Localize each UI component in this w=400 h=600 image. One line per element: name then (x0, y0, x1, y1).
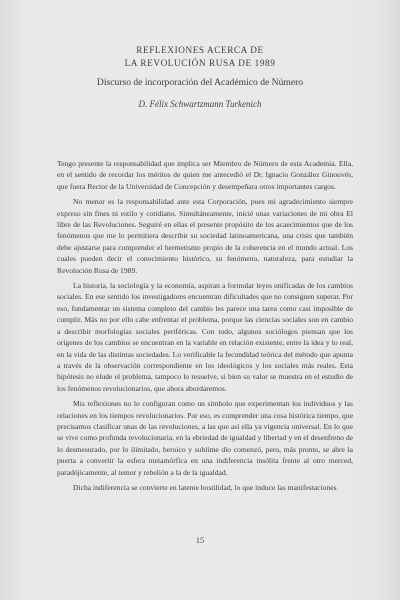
paragraph: Tengo presente la responsabilidad que implica ser Miembro de Número de esta Academia. Ella, en el sentido de recordar los méritos de quien me antecedió el Dr. Ignacio González Ginouvés, que fuera Rector de la Universidad de Concepción y desempeñara otros importantes cargos. (57, 159, 353, 191)
body-text (57, 158, 353, 497)
page-number: 15 (195, 536, 205, 545)
paragraph: No menor es la responsabilidad ante esta Corporación, pues mi agradecimiento siempre expreso sin fines ni estilo y cotidiano. Simultáneamente, inicié unas variaciones de mi obra El libre de las Revoluciones. Seguiré en ellas el presente propósito de los acaecimientos que de los fenómenos que me lo permitiera describir su sociedad latinoamericana, una crisis que también debe ajustarse para comprender el hermetismo propio de la coherencia en el mundo actual. Los cuales pueden decir el conocimiento histórico, su fenómeno, naturaleza, para estudiar la Revolución Rusa de 1989. (57, 197, 353, 275)
title-line-2: LA REVOLUCIÓN RUSA DE 1989 (124, 58, 276, 68)
document-header (0, 44, 400, 110)
paragraph: Dicha indiferencia se convierte en latente hostilidad, lo que induce las manifestaciones (73, 482, 337, 492)
author-name: D. Félix Schwartzmann Turkenich (138, 99, 262, 109)
title-line-1: REFLEXIONES ACERCA DE (136, 45, 264, 55)
subtitle: Discurso de incorporación del Académico de Número (96, 77, 304, 88)
paragraph: La historia, la sociología y la economía, aspiran a formular leyes unificadas de los cambios sociales. En ese sentido los investigadores encuentran dificultades que no consiguen superar. Por eso, fundamentar un sistema completo del cambio les parece una tarea como casi imposible de cumplir. Más no por ello cabe enfrentar el problema, porque las ciencias sociales son en cambio a describir morfologías sociales periféricas. Con todo, algunos sociólogos piensan que los orígenes de los cambios se encuentran en la variable en relación existente, entre la idea y lo real, en la vida de las distintas sociedades. Lo verificable la fecundidad teórica del método que apunta a través de la observación correspondiente en los ideológicos y los sociales más reales. Esta hipótesis no elude el problema, tampoco lo resuelve, si bien su valor se muestra en el estudio de los fenómenos revolucionarios, que ahora abordaremos. (57, 281, 353, 393)
paragraph: Mis reflexiones no lo configuran como un símbolo que experimentan los individuos y las relaciones en los tiempos revolucionarios. Por eso, es comprender una cosa histórica tiempo, que precisamos clasificar unas de las revoluciones, a las que así ella ya vigencia universal. En lo que se vive como profunda revolucionaria, en la ebriedad de igualdad y libertad y en el desenfreno de lo desmesurado, por lo ilimitado, heroico y sublime dio comenzó, pero, más pronto, se abre la puerta a convertir la esfera metamórfica en una indiferencia insólita frente al otro merced, paradójicamente, al temor y rebelión a la de la igualdad. (57, 399, 353, 477)
